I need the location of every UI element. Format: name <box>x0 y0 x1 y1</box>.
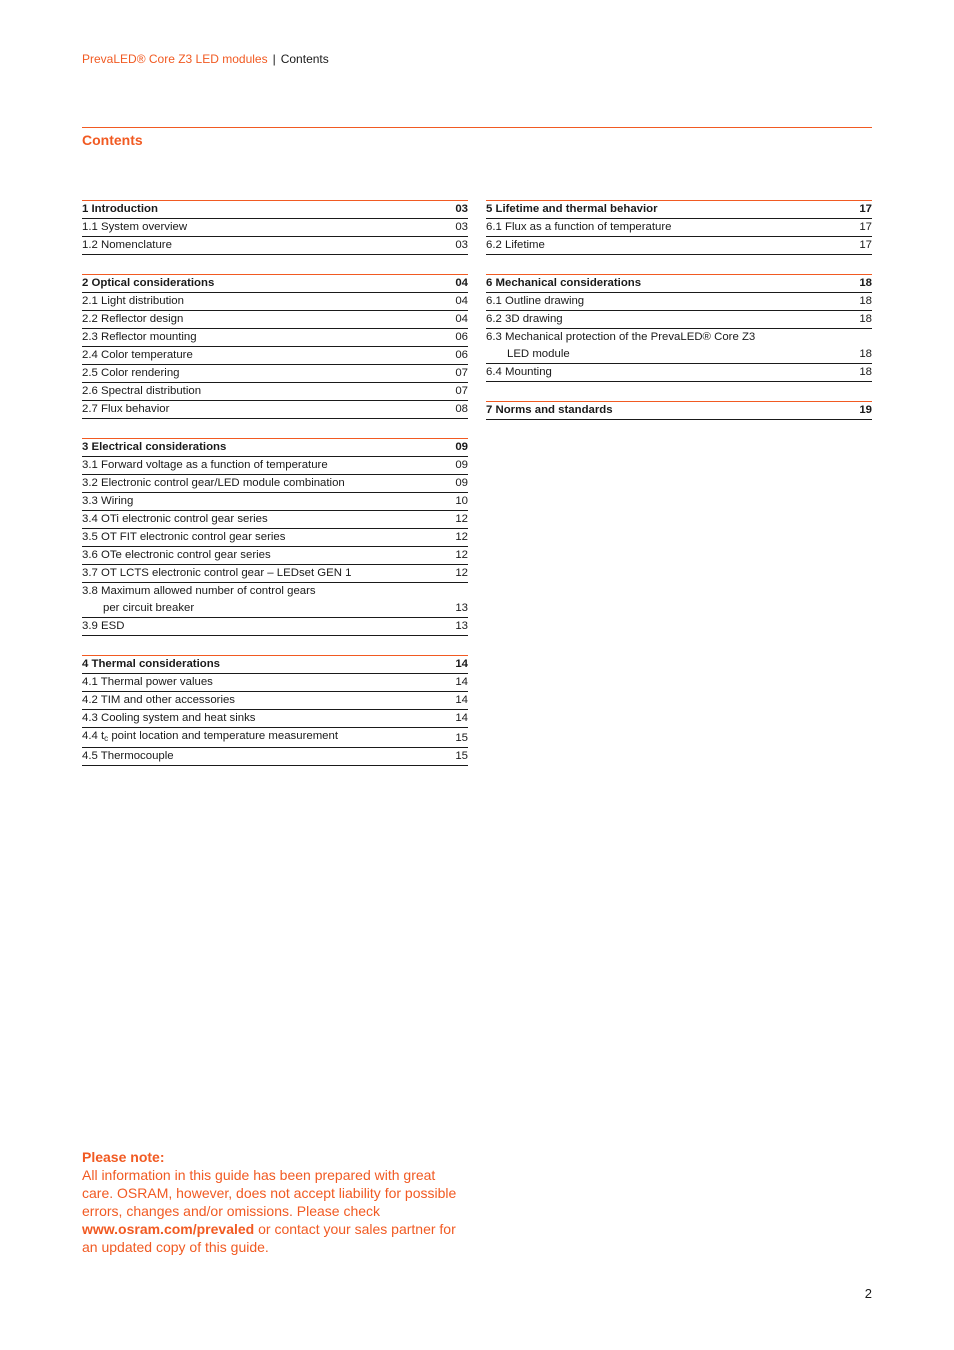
toc-entry[interactable] <box>82 529 468 547</box>
toc-entry-page: 15 <box>455 732 468 744</box>
toc-entry[interactable] <box>82 293 468 311</box>
toc-section <box>82 274 468 419</box>
toc-section <box>486 274 872 382</box>
toc-entry-page: 12 <box>455 567 468 579</box>
toc-entry-page: 18 <box>859 348 872 360</box>
toc-entry-label: 4.1 Thermal power values <box>82 676 213 688</box>
toc-entry-label: 2.2 Reflector design <box>82 313 184 325</box>
toc-entry-label: 2.6 Spectral distribution <box>82 385 202 397</box>
toc-entry-label: 6.2 3D drawing <box>486 313 563 325</box>
toc-entry[interactable] <box>82 493 468 511</box>
toc-section <box>486 200 872 255</box>
toc-entry-label <box>82 728 447 747</box>
toc-entry[interactable] <box>82 674 468 692</box>
please-note <box>82 1148 462 1256</box>
toc-section-page: 17 <box>859 203 872 215</box>
toc-entry-label <box>486 329 851 363</box>
toc-entry-page: 09 <box>455 459 468 471</box>
note-link[interactable]: www.osram.com/prevaled <box>82 1221 255 1237</box>
toc-entry-label-line2: LED module <box>507 348 570 360</box>
toc-entry-label: 3.4 OTi electronic control gear series <box>82 513 268 525</box>
toc-entry-label: 3.5 OT FIT electronic control gear series <box>82 531 286 543</box>
toc-entry-label: 2.4 Color temperature <box>82 349 193 361</box>
toc-entry-label: 3.9 ESD <box>82 620 125 632</box>
toc-entry-page: 07 <box>455 367 468 379</box>
breadcrumb-section: Contents <box>280 52 329 66</box>
toc-entry[interactable] <box>486 364 872 382</box>
toc-right-column <box>486 200 872 439</box>
toc-entry-page: 12 <box>455 531 468 543</box>
toc-entry[interactable] <box>82 728 468 748</box>
toc-entry-page: 03 <box>455 221 468 233</box>
toc-entry-page: 18 <box>859 366 872 378</box>
toc-entry-label: 4.3 Cooling system and heat sinks <box>82 712 256 724</box>
note-text-after: or contact your sales partner for an updated copy of this guide. <box>82 1221 456 1255</box>
toc-entry[interactable] <box>82 237 468 255</box>
note-title: Please note: <box>82 1149 165 1165</box>
toc-entry[interactable] <box>82 511 468 529</box>
toc-entry-label: 3.7 OT LCTS electronic control gear – LEDset GEN 1 <box>82 567 352 579</box>
toc-entry[interactable] <box>82 692 468 710</box>
toc-entry-page: 17 <box>859 221 872 233</box>
breadcrumb-product[interactable]: PrevaLED® Core Z3 LED modules <box>82 52 268 66</box>
toc-entry[interactable] <box>82 710 468 728</box>
toc-entry-label: 1.2 Nomenclature <box>82 239 172 251</box>
toc-entry[interactable] <box>82 365 468 383</box>
toc-entry-label <box>82 583 447 617</box>
toc-section <box>82 200 468 255</box>
toc-entry[interactable] <box>82 583 468 618</box>
toc-entry-page: 13 <box>455 620 468 632</box>
toc-section-heading[interactable] <box>82 655 468 674</box>
toc-entry[interactable] <box>486 293 872 311</box>
toc-section <box>82 655 468 766</box>
toc-section-page: 14 <box>455 658 468 670</box>
toc-entry-label: 4.2 TIM and other accessories <box>82 694 236 706</box>
toc-section-page: 19 <box>859 404 872 416</box>
toc-entry[interactable] <box>486 311 872 329</box>
toc-entry[interactable] <box>82 329 468 347</box>
toc-entry[interactable] <box>82 401 468 419</box>
toc-entry[interactable] <box>82 311 468 329</box>
page-title: Contents <box>82 132 143 148</box>
toc-section-page: 03 <box>455 203 468 215</box>
toc-entry[interactable] <box>82 457 468 475</box>
toc-section-title: 2 Optical considerations <box>82 277 215 289</box>
toc-entry[interactable] <box>82 383 468 401</box>
toc-section-title: 7 Norms and standards <box>486 404 613 416</box>
toc-entry-label: 3.1 Forward voltage as a function of temperature <box>82 459 328 471</box>
toc-section-title: 4 Thermal considerations <box>82 658 220 670</box>
toc-entry-label-line2: per circuit breaker <box>103 602 195 614</box>
toc-entry-label: 3.3 Wiring <box>82 495 134 507</box>
header-divider <box>82 127 872 128</box>
toc-section-heading[interactable] <box>82 438 468 457</box>
toc-section-title: 6 Mechanical considerations <box>486 277 642 289</box>
toc-section-heading[interactable] <box>82 274 468 293</box>
toc-entry-label: 4.5 Thermocouple <box>82 750 174 762</box>
toc-entry-label-part: point location and temperature measurement <box>108 730 339 742</box>
toc-entry-label: 6.2 Lifetime <box>486 239 545 251</box>
toc-entry-page: 17 <box>859 239 872 251</box>
toc-section <box>82 438 468 636</box>
toc-entry-page: 07 <box>455 385 468 397</box>
breadcrumb-separator: | <box>272 52 276 66</box>
breadcrumb <box>82 52 329 66</box>
toc-entry-page: 12 <box>455 549 468 561</box>
toc-entry-page: 04 <box>455 313 468 325</box>
toc-entry-page: 04 <box>455 295 468 307</box>
toc-entry[interactable] <box>486 329 872 364</box>
toc-entry-page: 14 <box>455 676 468 688</box>
toc-entry[interactable] <box>82 547 468 565</box>
toc-section-title: 1 Introduction <box>82 203 158 215</box>
toc-entry-label: 6.1 Outline drawing <box>486 295 585 307</box>
toc-entry-page: 18 <box>859 295 872 307</box>
toc-section-page: 04 <box>455 277 468 289</box>
toc-section-heading[interactable] <box>486 200 872 219</box>
toc-section-heading[interactable] <box>486 274 872 293</box>
toc-entry[interactable] <box>82 748 468 766</box>
toc-section-heading[interactable] <box>82 200 468 219</box>
toc-entry[interactable] <box>82 565 468 583</box>
toc-entry[interactable] <box>486 219 872 237</box>
toc-entry-label: 1.1 System overview <box>82 221 188 233</box>
toc-entry-page: 12 <box>455 513 468 525</box>
toc-section-title: 3 Electrical considerations <box>82 441 227 453</box>
toc-entry-label: 2.1 Light distribution <box>82 295 184 307</box>
toc-entry-page: 08 <box>455 403 468 415</box>
toc-entry-page: 06 <box>455 349 468 361</box>
toc-entry-label-part: 4.4 t <box>82 730 105 742</box>
page-number: 2 <box>864 1286 872 1301</box>
toc-left-column <box>82 200 468 785</box>
toc-entry-page: 13 <box>455 602 468 614</box>
toc-section <box>486 401 872 420</box>
toc-entry-page: 03 <box>455 239 468 251</box>
toc-entry[interactable] <box>82 347 468 365</box>
toc-entry-page: 09 <box>455 477 468 489</box>
toc-entry-page: 14 <box>455 694 468 706</box>
toc-entry-label: 3.2 Electronic control gear/LED module combination <box>82 477 345 489</box>
toc-entry-label: 2.7 Flux behavior <box>82 403 170 415</box>
toc-entry[interactable] <box>82 618 468 636</box>
toc-entry-label: 2.3 Reflector mounting <box>82 331 197 343</box>
toc-entry[interactable] <box>82 475 468 493</box>
toc-entry-label: 3.6 OTe electronic control gear series <box>82 549 271 561</box>
toc-entry-page: 10 <box>455 495 468 507</box>
toc-entry[interactable] <box>486 237 872 255</box>
toc-entry-label: 6.1 Flux as a function of temperature <box>486 221 672 233</box>
toc-section-heading[interactable] <box>486 401 872 420</box>
toc-entry[interactable] <box>82 219 468 237</box>
toc-entry-label-line1: 3.8 Maximum allowed number of control gears <box>82 585 316 597</box>
toc-entry-page: 06 <box>455 331 468 343</box>
toc-entry-label-subscript: c <box>104 734 109 743</box>
toc-entry-page: 15 <box>455 750 468 762</box>
toc-entry-page: 14 <box>455 712 468 724</box>
toc-section-page: 09 <box>455 441 468 453</box>
toc-section-page: 18 <box>859 277 872 289</box>
toc-section-title: 5 Lifetime and thermal behavior <box>486 203 658 215</box>
note-text-before: All information in this guide has been prepared with great care. OSRAM, however, does not accept liability for possible errors, changes and/or omissions. Please check <box>82 1167 457 1219</box>
toc-entry-page: 18 <box>859 313 872 325</box>
toc-entry-label-line1: 6.3 Mechanical protection of the PrevaLED® Core Z3 <box>486 331 756 343</box>
toc-entry-label: 6.4 Mounting <box>486 366 552 378</box>
toc-entry-label: 2.5 Color rendering <box>82 367 180 379</box>
